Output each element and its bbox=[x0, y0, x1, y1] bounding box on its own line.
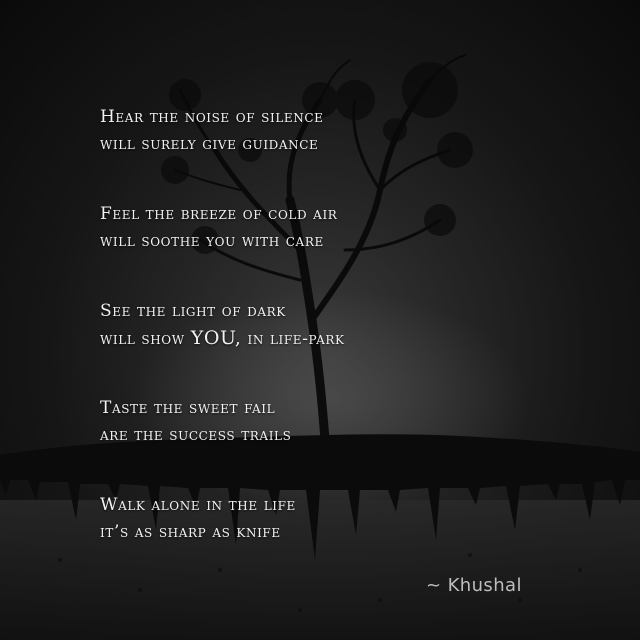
poem-line: Feel the breeze of cold air bbox=[100, 204, 338, 224]
stanza bbox=[100, 492, 540, 546]
author-signature: ~ Khushal bbox=[426, 575, 522, 596]
stanza bbox=[100, 201, 540, 255]
poem-line: are the success trails bbox=[100, 425, 292, 445]
poem-line bbox=[100, 325, 540, 352]
poem-line: will surely give guidance bbox=[100, 134, 319, 154]
poem-line: will soothe you with care bbox=[100, 231, 324, 251]
stanza bbox=[100, 395, 540, 449]
poem-line: See the light of dark bbox=[100, 301, 286, 321]
stanza bbox=[100, 298, 540, 352]
poem-line-end: in life-park bbox=[241, 329, 345, 349]
poem bbox=[100, 104, 540, 589]
poem-line: Hear the noise of silence bbox=[100, 107, 324, 127]
poem-emphasis: YOU, bbox=[190, 327, 242, 349]
poem-line: Walk alone in the life bbox=[100, 495, 296, 515]
stanza bbox=[100, 104, 540, 158]
poem-line: Taste the sweet fail bbox=[100, 398, 276, 418]
poem-line: it’s as sharp as knife bbox=[100, 522, 281, 542]
poem-line-start: will show bbox=[100, 329, 191, 349]
